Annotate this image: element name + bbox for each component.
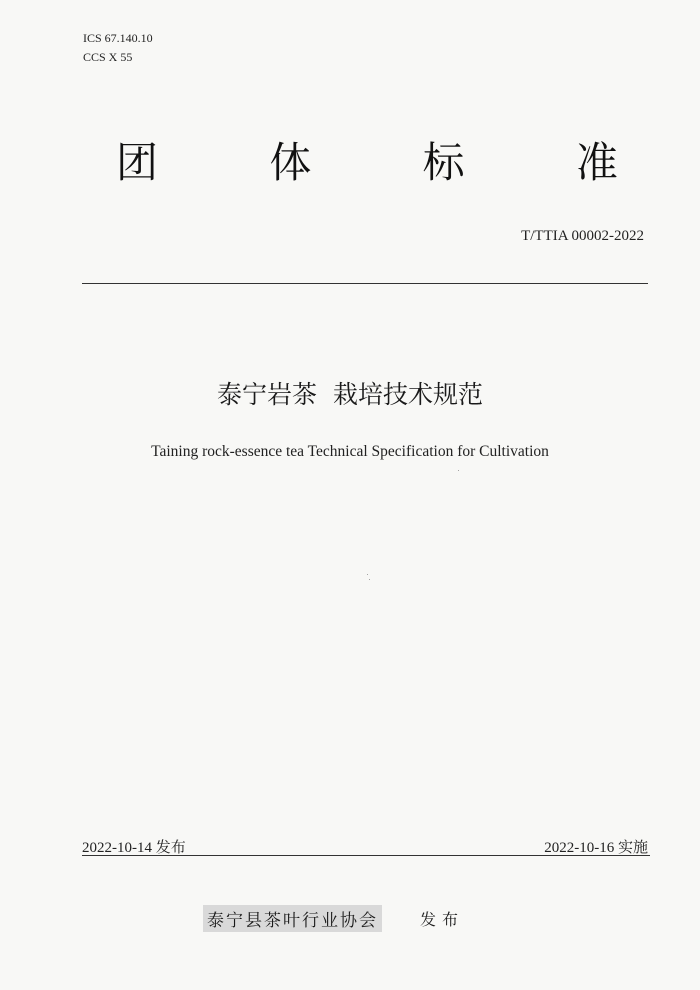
publisher-name: 泰宁县茶叶行业协会: [203, 905, 382, 932]
scan-speck: [367, 574, 368, 575]
standard-type-char: 准: [575, 138, 618, 187]
ics-code: ICS 67.140.10: [83, 31, 153, 45]
publisher-action: 发布: [420, 910, 465, 929]
scan-speck: [458, 470, 459, 471]
standard-type-char: 团: [115, 138, 158, 187]
top-divider: [82, 283, 648, 284]
standard-type-char: 标: [422, 138, 465, 187]
implementation-date: 2022-10-16 实施: [544, 840, 648, 856]
standard-type-char: 体: [269, 138, 312, 187]
issue-date: 2022-10-14 发布: [82, 840, 186, 856]
publisher-line: [203, 905, 464, 932]
title-english: Taining rock-essence tea Technical Specification for Cultivation: [151, 443, 549, 460]
ccs-code: CCS X 55: [83, 50, 133, 64]
title-chinese: 泰宁岩茶 栽培技术规范: [217, 380, 483, 409]
standard-type-heading: [112, 130, 622, 190]
standard-number: T/TTIA 00002-2022: [521, 228, 644, 244]
scan-speck: [369, 579, 370, 580]
bottom-divider: [82, 855, 650, 856]
